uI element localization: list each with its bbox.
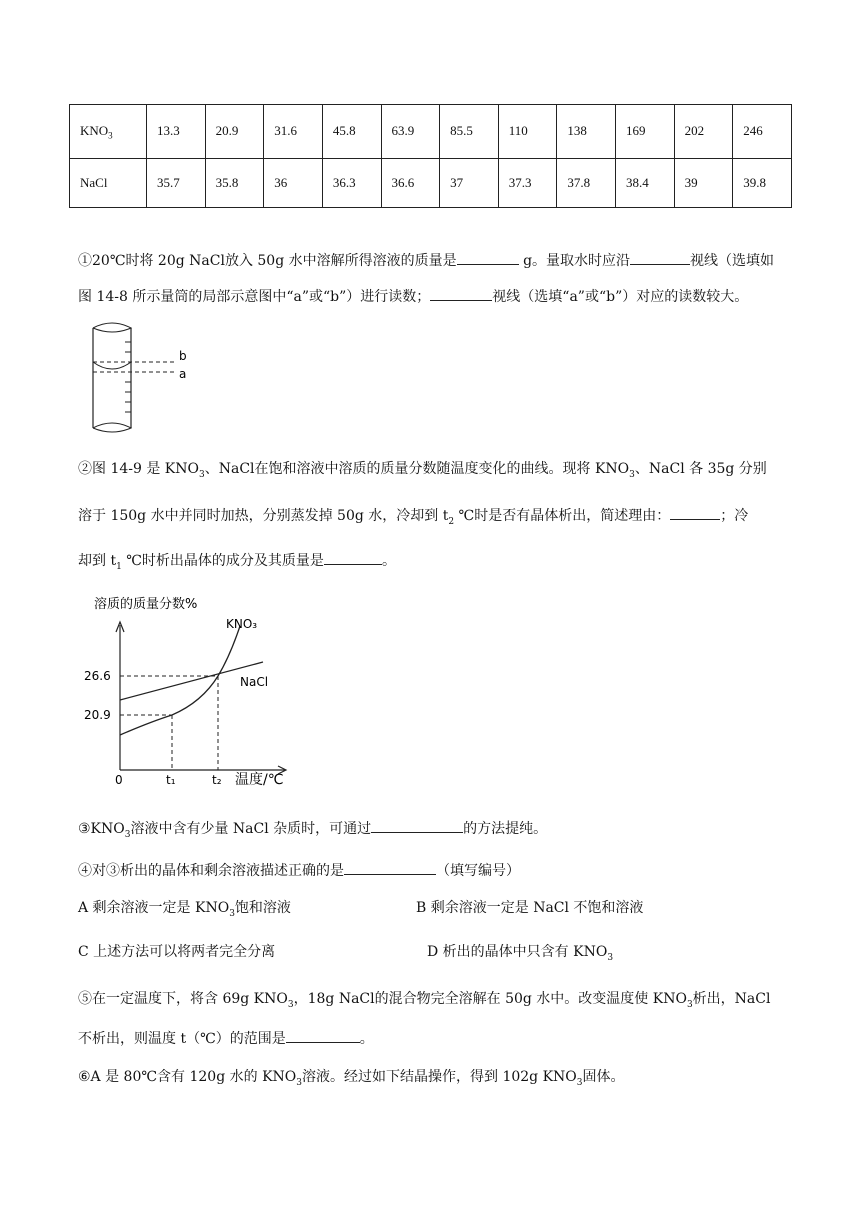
solubility-table: [69, 104, 792, 208]
table-cell: 37: [440, 158, 499, 207]
q1-line1: ①20℃时将 20g NaCl放入 50g 水中溶解所得溶液的质量是 g。量取水时应沿 视线（选填如: [78, 250, 774, 270]
q1-line2: 图 14-8 所示量筒的局部示意图中“a”或“b”）进行读数； 视线（选填“a”或“b”）对应的读数较大。: [78, 286, 748, 306]
q4-line: ④对③析出的晶体和剩余溶液描述正确的是 （填写编号）: [78, 860, 520, 880]
q6-line: ⑥A 是 80℃含有 120g 水的 $KNO_3$溶液。经过如下结晶操作，得到 102g $KNO_3$固体。: [78, 1069, 625, 1088]
table-cell: 45.8: [322, 105, 381, 159]
table-cell: 169: [616, 105, 675, 159]
table-row: [70, 105, 792, 159]
table-cell: 36.6: [381, 158, 440, 207]
series-label-nacl: NaCl: [240, 675, 269, 689]
table-cell: 63.9: [381, 105, 440, 159]
answer-blank[interactable]: [286, 1028, 360, 1043]
q5-line2: 不析出，则温度 t（℃）的范围是 。: [78, 1028, 374, 1048]
answer-blank[interactable]: [670, 505, 720, 520]
table-cell: 35.8: [205, 158, 264, 207]
row-label: $KNO_3$: [70, 105, 147, 159]
row-label: NaCl: [70, 158, 147, 207]
q2-line1: ②图 14-9 是 $KNO_3$、NaCl在饱和溶液中溶质的质量分数随温度变化的曲线。现将 $KNO_3$、NaCl 各 35g 分别: [78, 461, 767, 480]
table-cell: 37.8: [557, 158, 616, 207]
solubility-chart: [80, 590, 295, 790]
answer-blank[interactable]: [371, 818, 463, 833]
option-c: C 上述方法可以将两者完全分离: [78, 944, 276, 960]
table-cell: 85.5: [440, 105, 499, 159]
chart-ylabel: 溶质的质量分数%: [94, 597, 198, 612]
table-cell: 31.6: [264, 105, 323, 159]
answer-blank[interactable]: [324, 550, 382, 565]
x-tick-label: t₂: [212, 773, 222, 787]
table-cell: 138: [557, 105, 616, 159]
option-d: D 析出的晶体中只含有 $KNO_3$: [427, 944, 614, 963]
table-cell: 39: [674, 158, 733, 207]
table-cell: 35.7: [147, 158, 206, 207]
chart-xlabel: 温度/℃: [235, 772, 284, 788]
table-cell: 36.3: [322, 158, 381, 207]
answer-blank[interactable]: [630, 250, 690, 265]
table-cell: 110: [498, 105, 557, 159]
y-tick-label: 26.6: [84, 669, 111, 683]
table-cell: 37.3: [498, 158, 557, 207]
table-cell: 202: [674, 105, 733, 159]
table-row: [70, 158, 792, 207]
answer-blank[interactable]: [344, 860, 436, 875]
option-b: B 剩余溶液一定是 NaCl 不饱和溶液: [416, 900, 644, 916]
table-cell: 38.4: [616, 158, 675, 207]
q2-line3: 却到 $t_1$ ℃时析出晶体的成分及其质量是 。: [78, 550, 396, 576]
y-tick-label: 20.9: [84, 708, 111, 722]
x-tick-label: t₁: [166, 773, 176, 787]
label-a: a: [179, 367, 187, 381]
answer-blank[interactable]: [430, 286, 492, 301]
q2-line2: 溶于 150g 水中并同时加热，分别蒸发掉 50g 水，冷却到 $t_2$ ℃时是否有晶体析出，简述理由： ；冷: [78, 505, 748, 531]
label-b: b: [179, 349, 187, 363]
table-cell: 36: [264, 158, 323, 207]
q5-line1: ⑤在一定温度下，将含 69g $KNO_3$，18g NaCl的混合物完全溶解在 50g 水中。改变温度使 $KNO_3$析出，NaCl: [78, 991, 771, 1010]
table-cell: 246: [733, 105, 792, 159]
x-tick-label: 0: [115, 773, 123, 787]
series-kno3-line: [120, 626, 240, 735]
answer-blank[interactable]: [457, 250, 519, 265]
series-label-kno3: KNO₃: [226, 617, 258, 631]
option-a: A 剩余溶液一定是 $KNO_3$饱和溶液: [78, 900, 291, 919]
q3-line: $③KNO_3$溶液中含有少量 NaCl 杂质时，可通过 的方法提纯。: [78, 818, 547, 844]
table-cell: 39.8: [733, 158, 792, 207]
graduated-cylinder-figure: [85, 320, 195, 435]
table-cell: 13.3: [147, 105, 206, 159]
table-cell: 20.9: [205, 105, 264, 159]
